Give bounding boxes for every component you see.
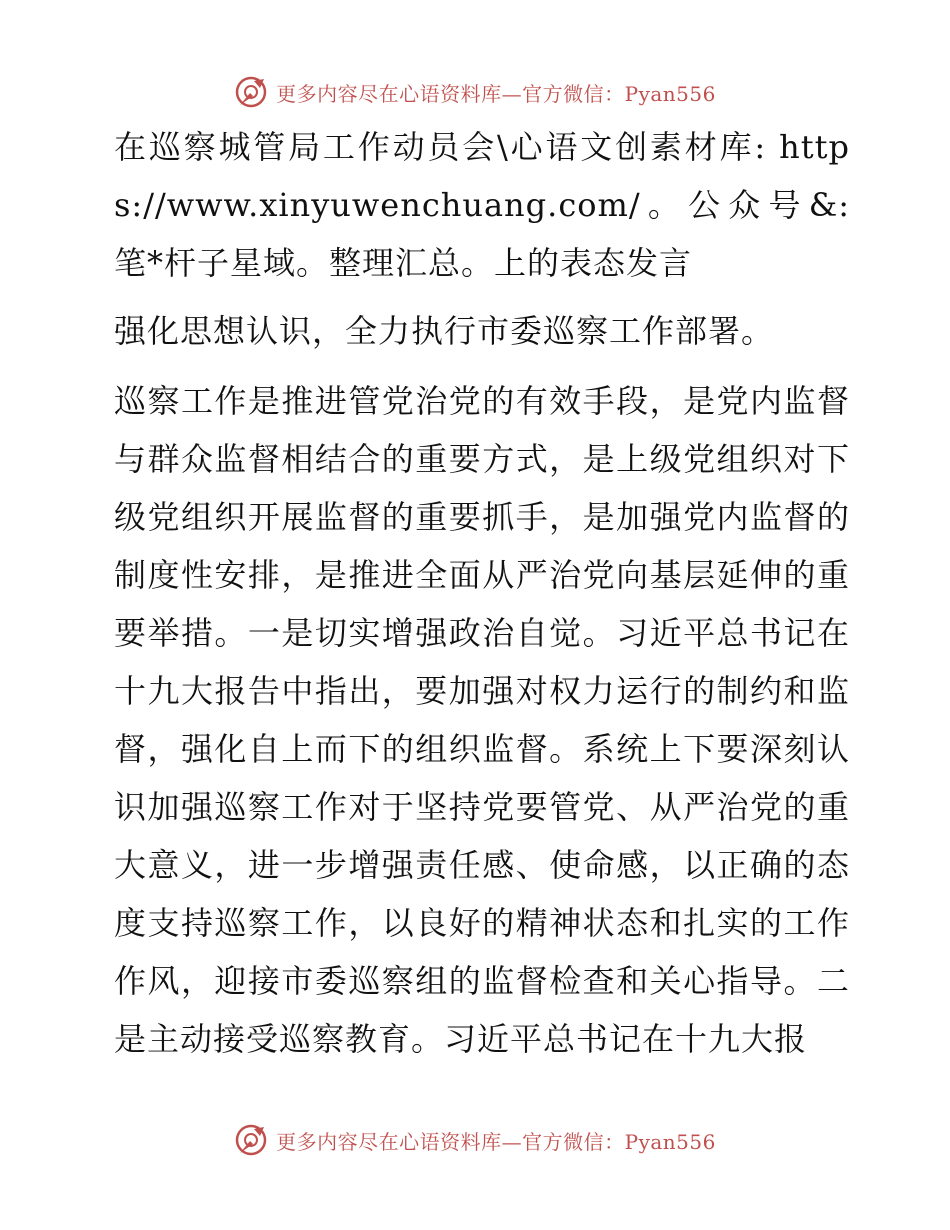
quill-pen-logo-icon <box>234 75 268 109</box>
footer-banner <box>0 1120 950 1160</box>
section-heading: 强化思想认识，全力执行市委巡察工作部署。 <box>114 312 775 350</box>
document-title: 在巡察城管局工作动员会\心语文创素材库: https://www.xinyuwenchuang.com/。公众号&: 笔*杆子星域。整理汇总。上的表态发言 <box>114 128 850 282</box>
body-paragraph: 巡察工作是推进管党治党的有效手段，是党内监督与群众监督相结合的重要方式，是上级党组织对下级党组织开展监督的重要抓手，是加强党内监督的制度性安排，是推进全面从严治党向基层延伸的重要举措。一是切实增强政治自觉。习近平总书记在十九大报告中指出，要加强对权力运行的制约和监督，强化自上而下的组织监督。系统上下要深刻认识加强巡察工作对于坚持党要管党、从严治党的重大意义，进一步增强责任感、使命感，以正确的态度支持巡察工作，以良好的精神状态和扎实的工作作风，迎接市委巡察组的监督检查和关心指导。二是主动接受巡察教育。习近平总书记在十九大报 <box>114 382 850 1058</box>
banner-text: 更多内容尽在心语资料库—官方微信：Pyan556 <box>276 81 716 106</box>
header-banner <box>0 72 950 112</box>
quill-pen-logo-icon <box>234 1123 268 1157</box>
document-body <box>100 118 850 1068</box>
banner-text: 更多内容尽在心语资料库—官方微信：Pyan556 <box>276 1129 716 1154</box>
